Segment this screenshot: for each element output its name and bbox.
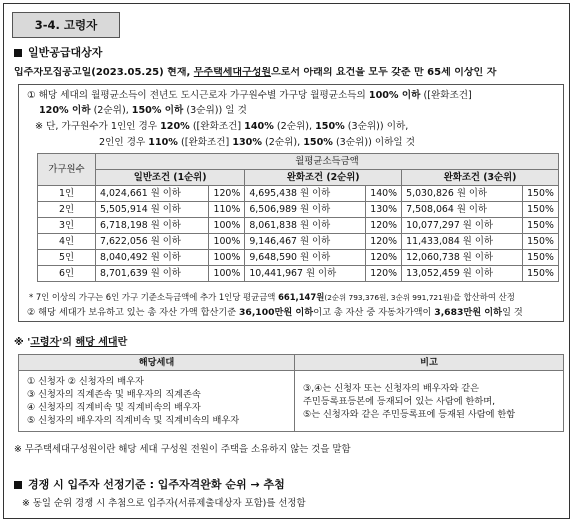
general-percent-cell: 100% (209, 250, 245, 266)
section-title: 3-4. 고령자 (12, 12, 120, 38)
household-count-cell: 4인 (38, 234, 96, 250)
col-remarks: 비고 (295, 355, 564, 371)
general-percent-cell: 100% (209, 266, 245, 282)
relaxed2-percent-cell: 120% (366, 218, 402, 234)
household-count-cell: 5인 (38, 250, 96, 266)
lottery-note: ※ 동일 순위 경쟁 시 추첨으로 입주자(서류제출대상자 포함)를 선정함 (22, 498, 306, 509)
general-percent-cell: 120% (209, 186, 245, 202)
household-def-list (19, 371, 295, 432)
general-amount-cell: 4,024,661 원 이하 (96, 186, 209, 202)
relaxed3-amount-cell: 7,508,064 원 이하 (402, 202, 523, 218)
relaxed2-percent-cell: 120% (366, 234, 402, 250)
table-row (38, 234, 559, 250)
col-household-def: 해당세대 (19, 355, 295, 371)
req1-line3: ※ 단, 가구원수가 1인인 경우 120% ([완화조건] 140% (2순위), 150% (3순위)) 이하, (35, 121, 409, 132)
square-bullet-icon (14, 481, 22, 489)
table-footnote: * 7인 이상의 가구는 6인 가구 기준소득금액에 추가 1인당 평균금액 661,147원(2순위 793,376원, 3순위 991,721원)을 합산하여 산정 (29, 292, 515, 302)
household-count-cell: 1인 (38, 186, 96, 202)
relaxed3-amount-cell: 10,077,297 원 이하 (402, 218, 523, 234)
relaxed3-percent-cell: 150% (523, 266, 559, 282)
relaxed2-amount-cell: 8,061,838 원 이하 (245, 218, 366, 234)
col-relaxed3: 완화조건 (3순위) (402, 170, 559, 186)
def-item: ④ 신청자의 직계비속 및 직계비속의 배우자 (27, 402, 201, 413)
remark-item: 주민등록표등본에 등재되어 있는 사람에 한하며, (303, 395, 496, 407)
household-count-cell: 6인 (38, 266, 96, 282)
intro-part1: 입주자모집공고일(2023.05.25) 현재, (14, 67, 194, 78)
relaxed2-amount-cell: 9,648,590 원 이하 (245, 250, 366, 266)
req1-line1: ① 해당 세대의 월평균소득이 전년도 도시근로자 가구원수별 가구당 월평균소득의 100% 이하 ([완화조건] (27, 90, 472, 101)
relaxed2-percent-cell: 130% (366, 202, 402, 218)
relaxed3-amount-cell: 13,052,459 원 이하 (402, 266, 523, 282)
relaxed2-amount-cell: 10,441,967 원 이하 (245, 266, 366, 282)
relaxed3-percent-cell: 150% (523, 202, 559, 218)
document-page (3, 3, 570, 519)
relaxed2-amount-cell: 9,146,467 원 이하 (245, 234, 366, 250)
non-homeowner-note: ※ 무주택세대구성원이란 해당 세대 구성원 전원이 주택을 소유하지 않는 것을 말함 (14, 444, 351, 455)
heading-text: 일반공급대상자 (28, 46, 103, 59)
relaxed3-amount-cell: 11,433,084 원 이하 (402, 234, 523, 250)
relaxed3-percent-cell: 150% (523, 218, 559, 234)
general-amount-cell: 8,040,492 원 이하 (96, 250, 209, 266)
intro-part2: 으로서 아래의 요건을 모두 갖춘 만 65세 이상인 자 (271, 67, 497, 78)
def-item: ③ 신청자의 직계존속 및 배우자의 직계존속 (27, 389, 201, 400)
general-amount-cell: 6,718,198 원 이하 (96, 218, 209, 234)
table-row (38, 266, 559, 282)
relaxed2-amount-cell: 4,695,438 원 이하 (245, 186, 366, 202)
relaxed2-percent-cell: 120% (366, 250, 402, 266)
household-count-cell: 3인 (38, 218, 96, 234)
household-definition-table (18, 354, 564, 432)
col-relaxed2: 완화조건 (2순위) (245, 170, 402, 186)
square-bullet-icon (14, 49, 22, 57)
relaxed2-percent-cell: 120% (366, 266, 402, 282)
req1-line4: 2인인 경우 110% ([완화조건] 130% (2순위), 150% (3순위)) 이하일 것 (99, 137, 415, 148)
heading-selection-criteria (14, 478, 285, 492)
col-income: 월평균소득금액 (96, 154, 559, 170)
def-item: ① 신청자 ② 신청자의 배우자 (27, 376, 144, 387)
general-amount-cell: 7,622,056 원 이하 (96, 234, 209, 250)
relaxed2-percent-cell: 140% (366, 186, 402, 202)
intro-text (14, 67, 562, 80)
remark-item: ⑤는 신청자와 같은 주민등록표에 등재된 사람에 한함 (303, 408, 516, 420)
relaxed2-amount-cell: 6,506,989 원 이하 (245, 202, 366, 218)
relaxed3-percent-cell: 150% (523, 250, 559, 266)
elderly-household-heading: ※ '고령자'의 해당 세대란 (14, 337, 128, 348)
relaxed3-amount-cell: 12,060,738 원 이하 (402, 250, 523, 266)
general-amount-cell: 8,701,639 원 이하 (96, 266, 209, 282)
col-general: 일반조건 (1순위) (96, 170, 245, 186)
heading-general-supply (14, 46, 102, 60)
table-row (38, 250, 559, 266)
req2-line: ② 해당 세대가 보유하고 있는 총 자산 가액 합산기준 36,100만원 이하이고 총 자산 중 자동차가액이 3,683만원 이하일 것 (27, 307, 523, 318)
income-table (37, 153, 559, 282)
general-percent-cell: 100% (209, 218, 245, 234)
table-row (38, 186, 559, 202)
remarks-list (295, 371, 564, 432)
intro-underlined: 무주택세대구성원 (193, 67, 272, 78)
remark-item: ③,④는 신청자 또는 신청자의 배우자와 같은 (303, 382, 479, 394)
req1-line2: 120% 이하 (2순위), 150% 이하 (3순위)) 일 것 (39, 105, 247, 116)
general-percent-cell: 100% (209, 234, 245, 250)
relaxed3-percent-cell: 150% (523, 186, 559, 202)
requirements-box (18, 84, 564, 322)
household-count-cell: 2인 (38, 202, 96, 218)
heading-text: 경쟁 시 입주자 선정기준 : 입주자격완화 순위 → 추첨 (28, 478, 285, 491)
def-item: ⑤ 신청자의 배우자의 직계비속 및 직계비속의 배우자 (27, 415, 240, 426)
table-row (38, 202, 559, 218)
col-household: 가구원수 (38, 154, 96, 186)
general-percent-cell: 110% (209, 202, 245, 218)
relaxed3-percent-cell: 150% (523, 234, 559, 250)
table-row (38, 218, 559, 234)
general-amount-cell: 5,505,914 원 이하 (96, 202, 209, 218)
relaxed3-amount-cell: 5,030,826 원 이하 (402, 186, 523, 202)
